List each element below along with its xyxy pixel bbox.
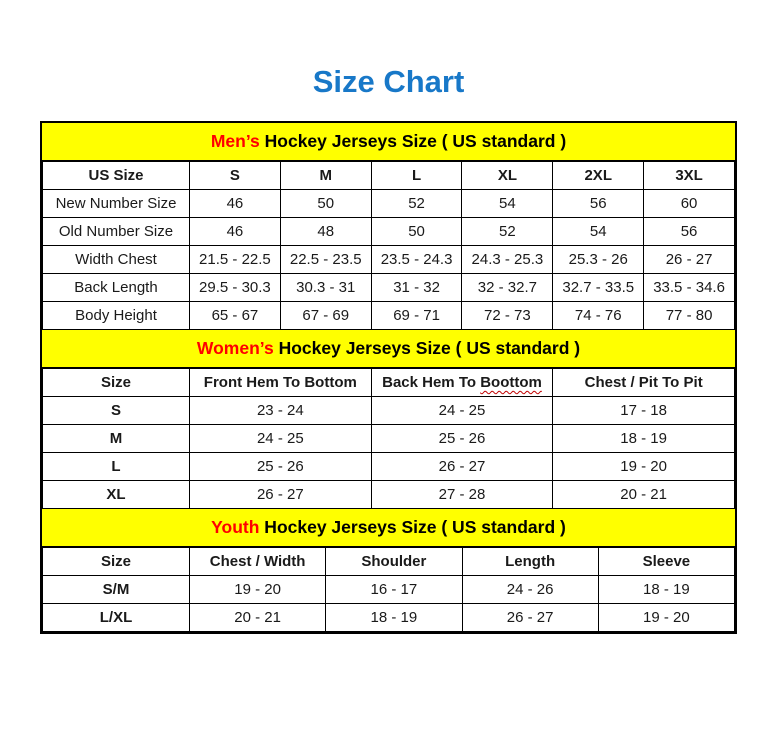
table-row <box>43 246 735 274</box>
size-value-cell: 16 - 17 <box>326 576 462 604</box>
size-value-cell: 56 <box>553 190 644 218</box>
size-value-cell: 20 - 21 <box>190 604 326 632</box>
table-row <box>43 218 735 246</box>
row-label: Width Chest <box>43 246 190 274</box>
size-value-cell: 20 - 21 <box>553 481 735 509</box>
column-header-row <box>43 162 735 190</box>
size-value-cell: 25 - 26 <box>190 453 372 481</box>
size-value-cell: 33.5 - 34.6 <box>644 274 735 302</box>
column-header: S <box>190 162 281 190</box>
section-header-text: Hockey Jerseys Size ( US standard ) <box>273 338 581 358</box>
row-label: Old Number Size <box>43 218 190 246</box>
size-value-cell: 23.5 - 24.3 <box>371 246 462 274</box>
womens-size-table <box>42 368 735 509</box>
size-value-cell: 26 - 27 <box>462 604 598 632</box>
section-header-youth <box>42 509 735 547</box>
column-header: 3XL <box>644 162 735 190</box>
table-row <box>43 397 735 425</box>
size-value-cell: 67 - 69 <box>280 302 371 330</box>
column-header: Sleeve <box>598 548 734 576</box>
row-label: S <box>43 397 190 425</box>
size-value-cell: 29.5 - 30.3 <box>190 274 281 302</box>
size-value-cell: 31 - 32 <box>371 274 462 302</box>
size-chart-tables <box>40 121 737 634</box>
page-title: Size Chart <box>312 64 465 99</box>
size-value-cell: 74 - 76 <box>553 302 644 330</box>
column-header: Back Hem To Boottom <box>371 369 553 397</box>
row-label: L/XL <box>43 604 190 632</box>
section-header-text: Hockey Jerseys Size ( US standard ) <box>259 131 567 151</box>
row-label: XL <box>43 481 190 509</box>
column-header-row <box>43 369 735 397</box>
section-header-highlight: Men’s <box>210 131 260 151</box>
size-value-cell: 52 <box>371 190 462 218</box>
size-value-cell: 46 <box>190 218 281 246</box>
size-value-cell: 26 - 27 <box>190 481 372 509</box>
table-row <box>43 453 735 481</box>
column-header: Front Hem To Bottom <box>190 369 372 397</box>
size-value-cell: 32.7 - 33.5 <box>553 274 644 302</box>
column-header: Chest / Pit To Pit <box>553 369 735 397</box>
size-value-cell: 72 - 73 <box>462 302 553 330</box>
size-value-cell: 60 <box>644 190 735 218</box>
row-label: Body Height <box>43 302 190 330</box>
column-header: Shoulder <box>326 548 462 576</box>
column-header: 2XL <box>553 162 644 190</box>
size-value-cell: 50 <box>280 190 371 218</box>
table-row <box>43 425 735 453</box>
table-row <box>43 604 735 632</box>
section-header-highlight: Youth <box>211 517 260 537</box>
column-header: Length <box>462 548 598 576</box>
column-header: Size <box>43 548 190 576</box>
row-label: M <box>43 425 190 453</box>
size-value-cell: 17 - 18 <box>553 397 735 425</box>
table-row <box>43 302 735 330</box>
mens-size-table <box>42 161 735 330</box>
row-label: L <box>43 453 190 481</box>
column-header: L <box>371 162 462 190</box>
row-label: S/M <box>43 576 190 604</box>
table-row <box>43 274 735 302</box>
size-value-cell: 27 - 28 <box>371 481 553 509</box>
section-header-womens <box>42 330 735 368</box>
size-value-cell: 52 <box>462 218 553 246</box>
section-youth <box>42 509 735 632</box>
section-header-mens <box>42 123 735 161</box>
size-value-cell: 30.3 - 31 <box>280 274 371 302</box>
column-header: Size <box>43 369 190 397</box>
size-value-cell: 69 - 71 <box>371 302 462 330</box>
size-value-cell: 24 - 25 <box>190 425 372 453</box>
column-header-row <box>43 548 735 576</box>
size-value-cell: 24.3 - 25.3 <box>462 246 553 274</box>
size-value-cell: 26 - 27 <box>644 246 735 274</box>
size-value-cell: 18 - 19 <box>326 604 462 632</box>
column-header: M <box>280 162 371 190</box>
youth-size-table <box>42 547 735 632</box>
size-value-cell: 25 - 26 <box>371 425 553 453</box>
section-header-text: Hockey Jerseys Size ( US standard ) <box>259 517 566 537</box>
column-header: XL <box>462 162 553 190</box>
size-value-cell: 18 - 19 <box>598 576 734 604</box>
section-mens <box>42 123 735 330</box>
table-row <box>43 190 735 218</box>
size-value-cell: 56 <box>644 218 735 246</box>
size-value-cell: 18 - 19 <box>553 425 735 453</box>
size-value-cell: 54 <box>553 218 644 246</box>
column-header: Chest / Width <box>190 548 326 576</box>
size-value-cell: 21.5 - 22.5 <box>190 246 281 274</box>
table-row <box>43 576 735 604</box>
size-value-cell: 23 - 24 <box>190 397 372 425</box>
size-value-cell: 19 - 20 <box>190 576 326 604</box>
size-value-cell: 26 - 27 <box>371 453 553 481</box>
row-label: Back Length <box>43 274 190 302</box>
size-value-cell: 65 - 67 <box>190 302 281 330</box>
column-header: US Size <box>43 162 190 190</box>
row-label: New Number Size <box>43 190 190 218</box>
size-chart-page <box>40 64 737 634</box>
size-value-cell: 77 - 80 <box>644 302 735 330</box>
table-row <box>43 481 735 509</box>
size-value-cell: 48 <box>280 218 371 246</box>
size-value-cell: 25.3 - 26 <box>553 246 644 274</box>
size-value-cell: 32 - 32.7 <box>462 274 553 302</box>
size-value-cell: 24 - 26 <box>462 576 598 604</box>
size-value-cell: 19 - 20 <box>553 453 735 481</box>
section-womens <box>42 330 735 509</box>
size-value-cell: 24 - 25 <box>371 397 553 425</box>
size-value-cell: 46 <box>190 190 281 218</box>
section-header-highlight: Women’s <box>196 338 274 358</box>
misspelled-word: Boottom <box>480 374 542 391</box>
size-value-cell: 54 <box>462 190 553 218</box>
size-value-cell: 22.5 - 23.5 <box>280 246 371 274</box>
size-value-cell: 50 <box>371 218 462 246</box>
size-value-cell: 19 - 20 <box>598 604 734 632</box>
